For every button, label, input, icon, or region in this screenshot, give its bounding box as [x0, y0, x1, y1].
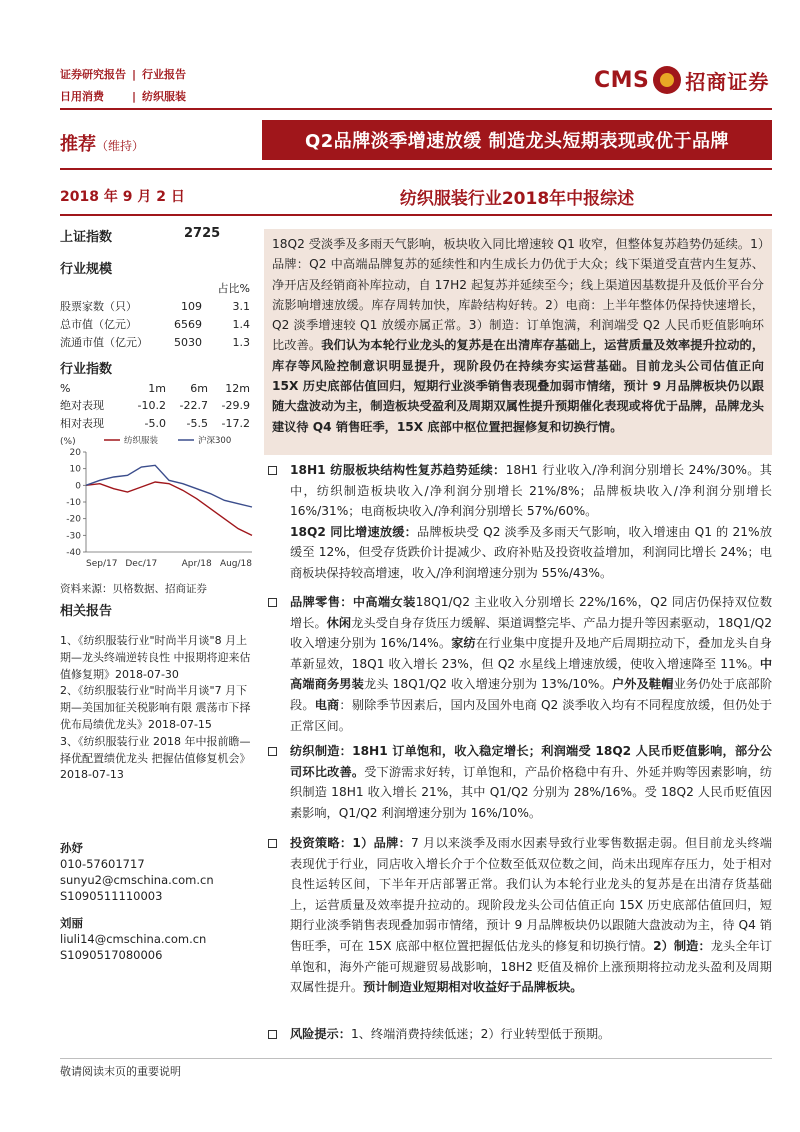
checkbox-icon — [268, 839, 277, 848]
list-item[interactable]: 2、《纺织服装行业"时尚半月谈"7 月下期—美国加征关税影响有限 震荡市下择优布局绩优龙头》2018-07-15 — [60, 684, 251, 731]
title-banner — [262, 120, 772, 160]
performance-chart — [58, 430, 258, 578]
subtitle-rule — [60, 214, 772, 216]
rating: 推荐（维持） — [60, 134, 145, 155]
series-line-0 — [86, 482, 252, 535]
x-tick-label: Sep/17 — [86, 559, 118, 569]
report-date: 2018 年 9 月 2 日 — [60, 189, 185, 205]
x-tick-label: Aug/18 — [219, 559, 252, 569]
y-tick-label: -10 — [66, 498, 81, 508]
header-rule — [60, 108, 772, 110]
table-row: 相对表现 -5.0 -5.5 -17.2 — [60, 416, 250, 430]
chart-ylabel: (%) — [60, 437, 76, 447]
footer-rule — [60, 1058, 772, 1059]
footer-note: 敬请阅读末页的重要说明 — [60, 1065, 181, 1078]
bullet-risk: 风险提示：1、终端消费持续低迷；2）行业转型低于预期。 — [268, 1024, 772, 1045]
industry-scale: 行业规模 占比% 股票家数（只） 109 3.1 总市值（亿元） 6569 1.4 流通市值（亿元） 5030 1.3 — [60, 262, 250, 349]
checkbox-icon — [268, 747, 277, 756]
bullet-h1: 18H1 纺服板块结构性复苏趋势延续：18H1 行业收入/净利润分别增长 24%/30%。其中，纺织制造板块收入/净利润分别增长 21%/8%；品牌板块收入/净利润分别增长 16%/31%；电商板块收入/净利润分别增长 57%/60%。 18Q2 同比增速放缓：品牌板块受 Q2 淡季及多雨天气影响，收入增速由 Q1 的 21%放缓至 12%，但受存货跌价计提减少、政府补贴及投资收益增加，利润同比增长 24%；电商板块保持较高增速，收入/净利润增速分别为 55%/43%。 — [268, 460, 772, 584]
table-row: 总市值（亿元） 6569 1.4 — [60, 317, 250, 331]
list-item[interactable]: 3、《纺织服装行业 2018 年中报前瞻—择优配置绩优龙头 把握估值修复机会》2018-07-13 — [60, 734, 251, 782]
author-2: 刘丽 liuli14@cmschina.com.cn S1090517080006 — [60, 915, 254, 963]
y-tick-label: -30 — [66, 531, 81, 542]
y-tick-label: 10 — [69, 464, 81, 475]
report-subtitle: 纺织服装行业2018年中报综述 — [399, 189, 635, 209]
bullet-textile-manufacturing: 纺织制造：18H1 订单饱和，收入稳定增长；利润端受 18Q2 人民币贬值影响，部分公司环比改善。受下游需求好转，订单饱和，产品价格稳中有升、外延并购等因素影响，纺织制造 18H1 收入增长 21%，其中 Q1/Q2 分别为 28%/16%。受 18Q2 人民币贬值因素影响，Q1/Q2 利润增速分别为 16%/10%。 — [268, 741, 772, 823]
x-tick-label: Apr/18 — [181, 559, 212, 569]
y-tick-label: 0 — [75, 481, 81, 492]
report-type: 证券研究报告 | 行业报告 — [60, 68, 187, 81]
checkbox-icon — [268, 1030, 277, 1039]
page-title: Q2品牌淡季增速放缓 制造龙头短期表现或优于品牌 — [304, 131, 730, 152]
checkbox-icon — [268, 466, 277, 475]
table-row: 股票家数（只） 109 3.1 — [60, 299, 250, 313]
y-tick-label: 20 — [69, 448, 81, 458]
author-email[interactable]: liuli14@cmschina.com.cn — [60, 932, 207, 946]
legend-label-0: 纺织服装 — [124, 436, 159, 446]
bullet-brand-retail: 品牌零售：中高端女装18Q1/Q2 主业收入分别增长 22%/16%，Q2 同店仍保持双位数增长。休闲龙头受自身存货压力缓解、渠道调整完毕、产品力提升等因素驱动，18Q1/Q2 收入增速分别为 16%/14%。家纺在行业集中度提升及地产后周期拉动下，叠加龙头自身革新显效，18Q1 收入增长 23%，但 Q2 水星线上增速放缓，使收入增速降至 11%。中高端商务男装龙头 18Q1/Q2 收入增速分别为 13%/10%。户外及鞋帽业务仍处于底部阶段。电商：剔除季节因素后，国内及国外电商 Q2 淡季收入均有不同程度放缓，但仍处于正常区间。 — [268, 592, 772, 736]
author-email[interactable]: sunyu2@cmschina.com.cn — [60, 873, 214, 887]
related-reports: 相关报告 1、《纺织服装行业"时尚半月谈"8 月上期—龙头终端逆转良性 中报期将迎来估值修复期》2018-07-30 2、《纺织服装行业"时尚半月谈"7 月下期—美国加征关税影响有限 震荡市下择优布局绩优龙头》2018-07-15 3、《纺织服装行业 2018 年中报前瞻—择优配置绩优龙头 把握估值修复机会》2018-07-13 — [60, 600, 254, 784]
legend-label-1: 沪深300 — [198, 436, 232, 446]
series-line-1 — [86, 465, 252, 507]
table-row: 流通市值（亿元） 5030 1.3 — [60, 335, 250, 349]
author-1: 孙妤 010-57601717 sunyu2@cmschina.com.cn S1090511110003 — [60, 840, 254, 904]
cms-logo-icon — [653, 66, 681, 94]
list-item[interactable]: 1、《纺织服装行业"时尚半月谈"8 月上期—龙头终端逆转良性 中报期将迎来估值修复期》2018-07-30 — [60, 634, 251, 681]
checkbox-icon — [268, 598, 277, 607]
index-block: 上证指数 2725 — [60, 226, 221, 245]
bullet-strategy: 投资策略：1）品牌：7 月以来淡季及雨水因素导致行业零售数据走弱。但目前龙头终端表现优于行业，同店收入增长介于个位数至低双位数之间，尚未出现库存压力，处于相对良性运转区间，下半年开店部署正常。我们认为本轮行业龙头的复苏是在出清存货基础上，运营质量及效率提升拉动的。现阶段龙头公司估值正向 15X 历史底部估值回归，短期行业淡季销售表现叠加弱市情绪，预计 9 月品牌板块仍以跟随大盘波动为主，待 Q4 销售旺季，可在 15X 底部中枢位置把握低估龙头的修复和切换行情。2）制造：龙头全年订单饱和，海外产能可规避贸易战影响，18H2 贬值及棉价上涨预期将拉动龙头盈利及周期双属性提升。预计制造业短期相对收益好于品牌板块。 — [268, 833, 772, 998]
index-value: 2725 — [184, 226, 221, 241]
chart-source: 资料来源：贝格数据、招商证券 — [60, 583, 207, 595]
summary-box: 18Q2 受淡季及多雨天气影响，板块收入同比增速较 Q1 收窄，但整体复苏趋势仍延续。1）品牌：Q2 中高端品牌复苏的延续性和内生成长力仍优于大众；线下渠道受直营内生复苏、净开店及经销商补库拉动，自 17H2 起复苏并延续至今；线上渠道因基数提升及低价平台分流影响增速放缓。库存周转加快，库龄结构好转。2）电商：上半年整体仍保持快速增长，Q2 淡季增速较 Q1 放缓亦属正常。3）制造：订单饱满，利润端受 Q2 人民币贬值影响环比改善。我们认为本轮行业龙头的复苏是在出清库存基础上，运营质量及效率提升拉动的，库存等风险控制意识明显提升，现阶段仍在持续夯实运营基础。目前龙头公司估值正向 15X 历史底部估值回归，短期行业淡季销售表现叠加弱市情绪，预计 9 月品牌板块仍以跟随大盘波动为主，制造板块受盈利及周期双属性提升预期催化表现或将优于品牌，品牌龙头建议待 Q4 销售旺季，15X 底部中枢位置把握修复和切换行情。 — [264, 229, 772, 455]
y-tick-label: -40 — [66, 548, 81, 558]
title-rule — [60, 168, 772, 170]
table-row: 绝对表现 -10.2 -22.7 -29.9 — [60, 398, 250, 412]
cms-logo: CMS 招商证券 — [594, 67, 770, 94]
y-tick-label: -20 — [66, 514, 81, 525]
industry-performance: 行业指数 % 1m 6m 12m 绝对表现 -10.2 -22.7 -29.9 相对表现 -5.0 -5.5 -17.2 — [60, 362, 250, 430]
report-category: 日用消费 | 纺织服装 — [60, 90, 187, 103]
x-tick-label: Dec/17 — [125, 559, 158, 569]
